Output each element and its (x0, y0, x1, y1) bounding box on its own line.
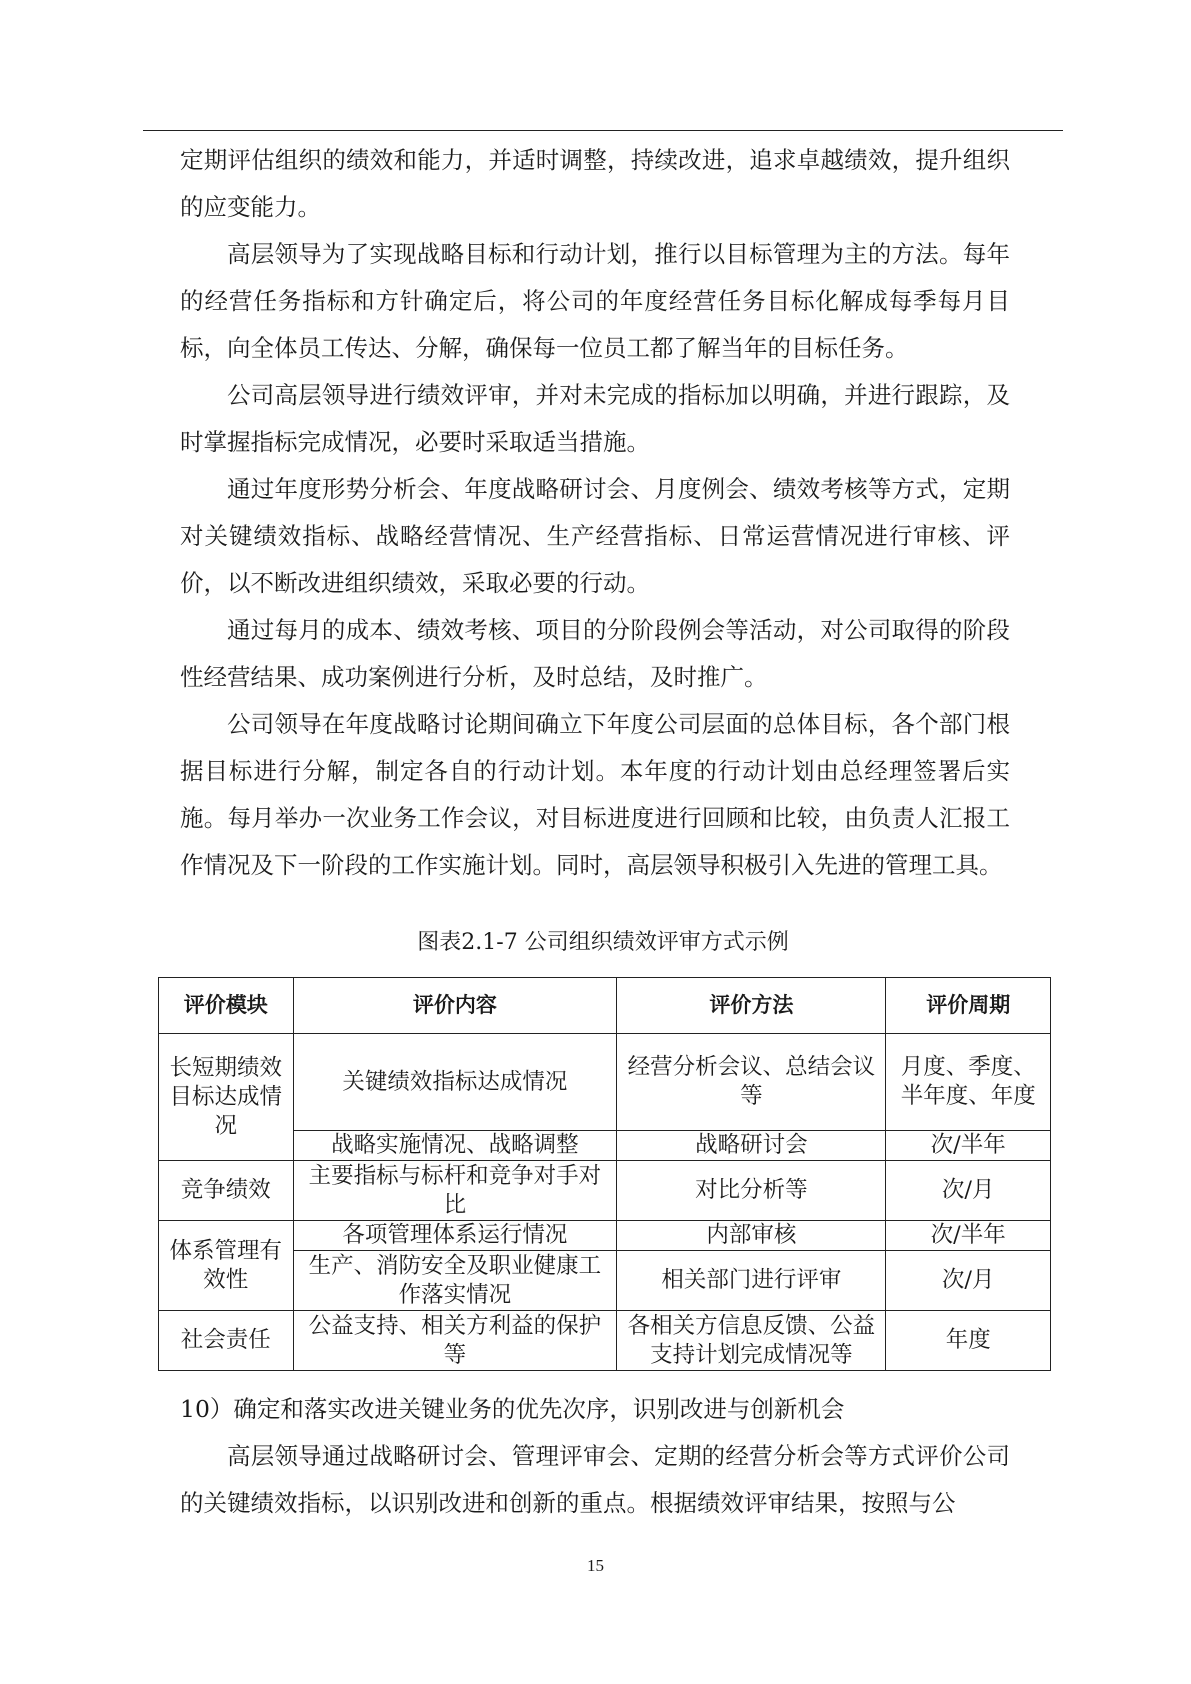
header-rule (143, 130, 1063, 131)
paragraph: 通过年度形势分析会、年度战略研讨会、月度例会、绩效考核等方式，定期对关键绩效指标、战略经营情况、生产经营指标、日常运营情况进行审核、评价，以不断改进组织绩效，采取必要的行动。 (180, 475, 1010, 597)
table-row (159, 1311, 1051, 1371)
paragraph: 公司高层领导进行绩效评审，并对未完成的指标加以明确，并进行跟踪，及时掌握指标完成情况，必要时采取适当措施。 (180, 381, 1010, 456)
cell-content: 关键绩效指标达成情况 (293, 1034, 617, 1131)
cell-method: 相关部门进行评审 (617, 1251, 886, 1311)
table-header-row (159, 978, 1051, 1034)
after-table-text (180, 1386, 1010, 1527)
header-method: 评价方法 (617, 978, 886, 1034)
table-row (159, 1161, 1051, 1221)
paragraph: 通过每月的成本、绩效考核、项目的分阶段例会等活动，对公司取得的阶段性经营结果、成功案例进行分析，及时总结，及时推广。 (180, 616, 1010, 691)
cell-cycle: 次/半年 (886, 1221, 1051, 1251)
table-row (159, 1251, 1051, 1311)
cell-method: 战略研讨会 (617, 1131, 886, 1161)
cell-cycle: 年度 (886, 1311, 1051, 1371)
table-caption: 图表2.1-7 公司组织绩效评审方式示例 (417, 930, 789, 955)
cell-method: 内部审核 (617, 1221, 886, 1251)
cell-content: 生产、消防安全及职业健康工作落实情况 (293, 1251, 617, 1311)
cell-method: 对比分析等 (617, 1161, 886, 1221)
paragraph: 公司领导在年度战略讨论期间确立下年度公司层面的总体目标，各个部门根据目标进行分解，制定各自的行动计划。本年度的行动计划由总经理签署后实施。每月举办一次业务工作会议，对目标进度进行回顾和比较，由负责人汇报工作情况及下一阶段的工作实施计划。同时，高层领导积极引入先进的管理工具。 (180, 710, 1010, 879)
cell-method: 经营分析会议、总结会议等 (617, 1034, 886, 1131)
evaluation-table (158, 977, 1051, 1371)
body-text (180, 137, 1010, 889)
cell-module: 体系管理有效性 (159, 1221, 294, 1311)
cell-module: 竞争绩效 (159, 1161, 294, 1221)
item-heading: 10）确定和落实改进关键业务的优先次序，识别改进与创新机会 (180, 1395, 845, 1423)
table-row (159, 1034, 1051, 1131)
table-row (159, 1131, 1051, 1161)
header-content: 评价内容 (293, 978, 617, 1034)
cell-module: 社会责任 (159, 1311, 294, 1371)
cell-cycle: 次/月 (886, 1251, 1051, 1311)
page-number: 15 (587, 1556, 604, 1575)
header-cycle: 评价周期 (886, 978, 1051, 1034)
table-row (159, 1221, 1051, 1251)
cell-cycle: 月度、季度、半年度、年度 (886, 1034, 1051, 1131)
cell-cycle: 次/月 (886, 1161, 1051, 1221)
cell-content: 公益支持、相关方利益的保护等 (293, 1311, 617, 1371)
header-module: 评价模块 (159, 978, 294, 1034)
cell-method: 各相关方信息反馈、公益支持计划完成情况等 (617, 1311, 886, 1371)
cell-content: 主要指标与标杆和竞争对手对比 (293, 1161, 617, 1221)
paragraph-continuation: 定期评估组织的绩效和能力，并适时调整，持续改进，追求卓越绩效，提升组织的应变能力。 (180, 146, 1010, 221)
cell-module: 长短期绩效目标达成情况 (159, 1034, 294, 1161)
paragraph: 高层领导为了实现战略目标和行动计划，推行以目标管理为主的方法。每年的经营任务指标和方针确定后，将公司的年度经营任务目标化解成每季每月目标，向全体员工传达、分解，确保每一位员工都了解当年的目标任务。 (180, 240, 1010, 362)
cell-cycle: 次/半年 (886, 1131, 1051, 1161)
paragraph: 高层领导通过战略研讨会、管理评审会、定期的经营分析会等方式评价公司的关键绩效指标，以识别改进和创新的重点。根据绩效评审结果，按照与公 (180, 1442, 1010, 1517)
cell-content: 各项管理体系运行情况 (293, 1221, 617, 1251)
cell-content: 战略实施情况、战略调整 (293, 1131, 617, 1161)
